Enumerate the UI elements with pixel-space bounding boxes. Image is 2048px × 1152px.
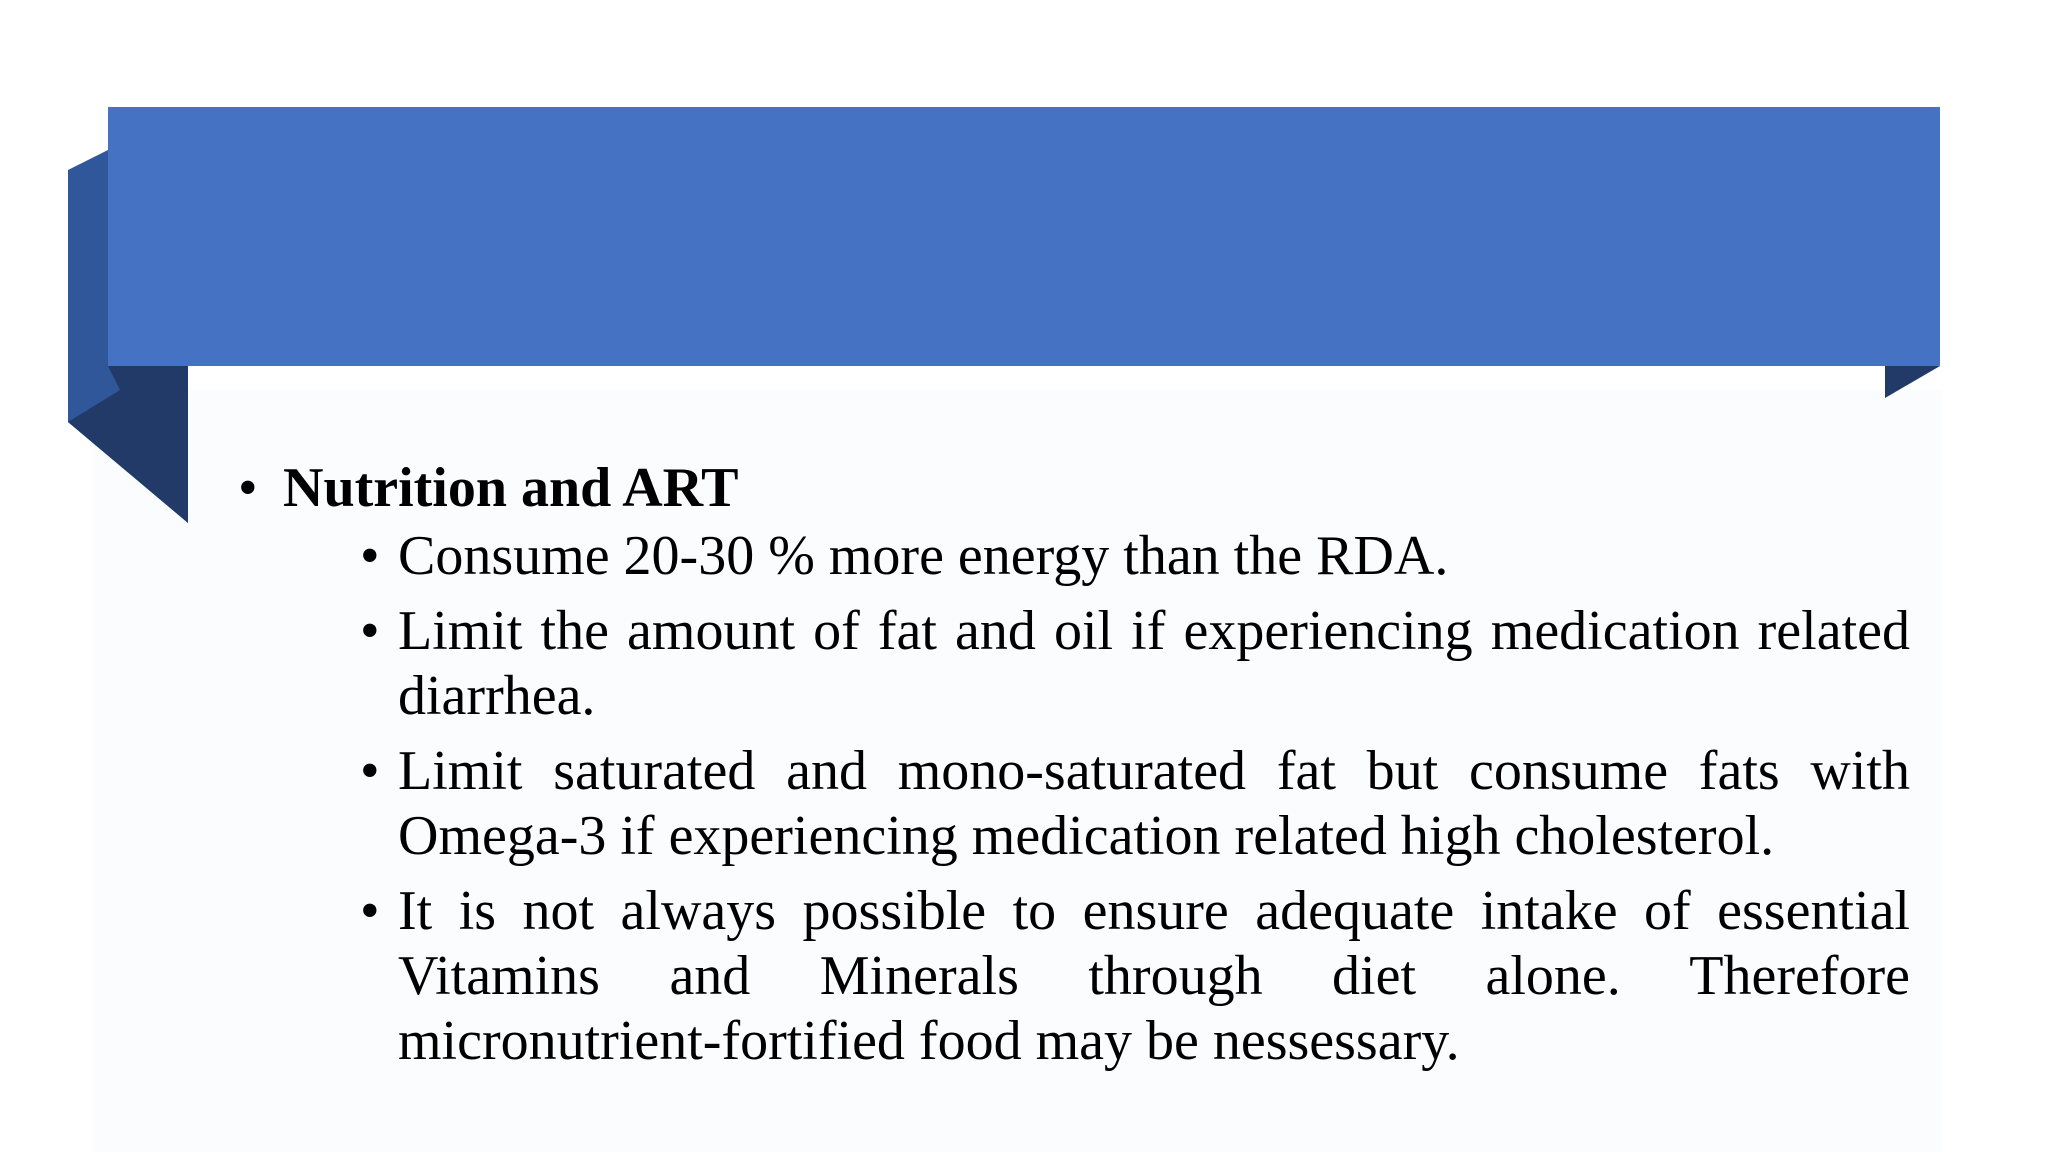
main-bullet-text: Nutrition and ART bbox=[283, 457, 739, 519]
sub-bullet-text: Consume 20-30 % more energy than the RDA. bbox=[398, 525, 1449, 587]
sub-bullet-text: Limit saturated and mono-saturated fat but consume fats with Omega-3 if experiencing medication related high cholesterol. bbox=[398, 740, 1910, 867]
bullet-icon: • bbox=[238, 457, 258, 519]
slide-body bbox=[238, 452, 1910, 1084]
sub-bullet-fat-oil bbox=[360, 599, 1910, 729]
main-bullet bbox=[238, 452, 1910, 1074]
sub-bullet-cholesterol bbox=[360, 739, 1910, 869]
main-bullet-list bbox=[238, 452, 1910, 1074]
sub-bullet-list bbox=[283, 524, 1910, 1074]
bullet-icon: • bbox=[360, 740, 380, 802]
title-banner bbox=[108, 107, 1940, 366]
ribbon-right-fold bbox=[1885, 366, 1940, 398]
bullet-icon: • bbox=[360, 880, 380, 942]
bullet-icon: • bbox=[360, 525, 380, 587]
sub-bullet-micronutrients bbox=[360, 879, 1910, 1074]
sub-bullet-text: It is not always possible to ensure adequate intake of essential Vitamins and Minerals through diet alone. Therefore micronutrient-fortified food may be nessessary. bbox=[398, 880, 1910, 1072]
sub-bullet-text: Limit the amount of fat and oil if experiencing medication related diarrhea. bbox=[398, 600, 1910, 727]
bullet-icon: • bbox=[360, 600, 380, 662]
sub-bullet-energy bbox=[360, 524, 1910, 589]
